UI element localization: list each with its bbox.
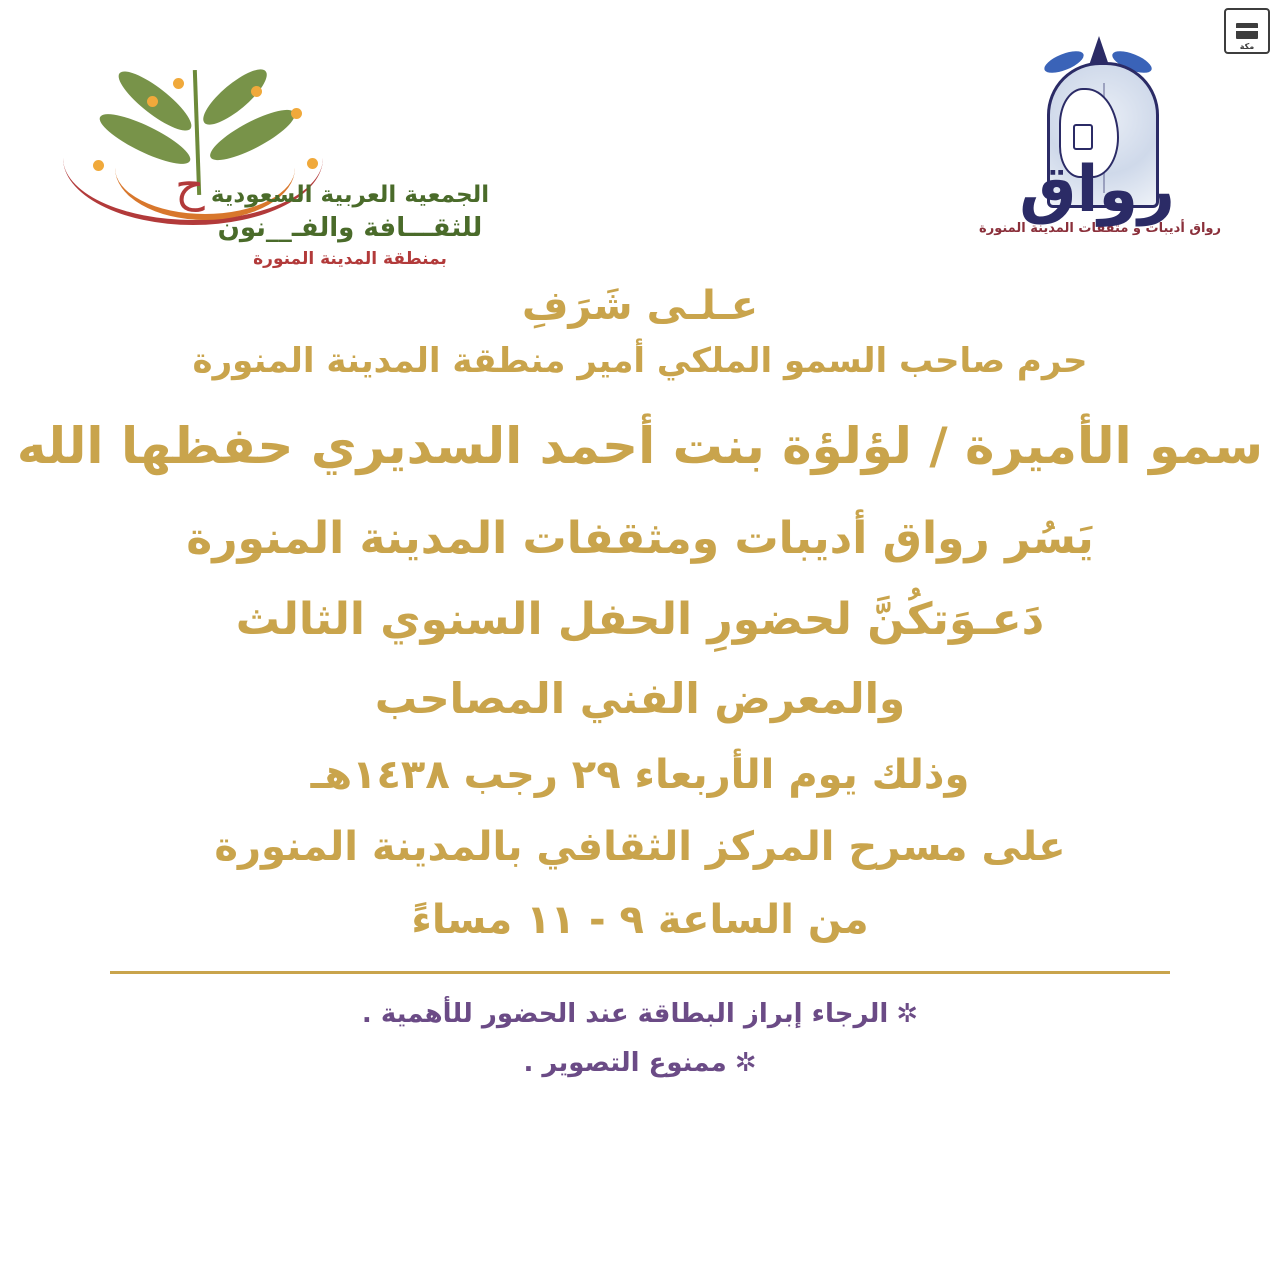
society-name-line-1: الجمعية العربية السعودية	[210, 182, 490, 208]
bullet-icon: ✲	[896, 999, 919, 1030]
society-name-line-3: بمنطقة المدينة المنورة	[253, 249, 447, 270]
guest-of-honor: سمو الأميرة / لؤلؤة بنت أحمد السديري حفظها الله	[16, 417, 1264, 476]
notes-section	[0, 990, 1280, 1089]
bullet-icon: ✲	[734, 1048, 757, 1079]
body-line-2: دَعـوَتكُنَّ لحضورِ الحفل السنوي الثالث	[235, 593, 1045, 645]
divider	[110, 971, 1170, 974]
dot-shape	[251, 86, 262, 97]
rowaq-logo	[950, 40, 1250, 280]
time-line: من الساعة ٩ - ١١ مساءً	[411, 897, 869, 944]
logo-row	[0, 40, 1280, 280]
rowaq-emblem-icon	[1019, 40, 1175, 227]
kaaba-icon	[1236, 23, 1258, 39]
dot-shape	[147, 96, 158, 107]
honor-line-1: عـلـى شَرَفِ	[521, 283, 759, 329]
body-line-3: والمعرض الفني المصاحب	[374, 674, 906, 723]
calligraphy-glyph: ح	[175, 158, 205, 212]
rowaq-subtitle: رواق أديبات و مثقفات المدينة المنورة	[979, 221, 1221, 236]
date-line: وذلك يوم الأربعاء ٢٩ رجب ١٤٣٨هـ	[310, 751, 970, 798]
badge-label: مكة	[1239, 42, 1255, 51]
society-wordmark	[185, 180, 515, 273]
body-line-1: يَسُر رواق أديبات ومثقفات المدينة المنورة	[186, 513, 1094, 565]
note-text: الرجاء إبراز البطاقة عند الحضور للأهمية .	[361, 999, 889, 1030]
society-name-line-2: للثقـــافة والفـ__نون	[217, 213, 483, 244]
dot-shape	[291, 108, 302, 119]
invitation-body	[0, 278, 1280, 1089]
honor-line-2: حرم صاحب السمو الملكي أمير منطقة المدينة المنورة	[192, 340, 1088, 381]
venue-line: على مسرح المركز الثقافي بالمدينة المنورة	[214, 824, 1066, 871]
dot-shape	[173, 78, 184, 89]
rowaq-wordmark: رواق	[1019, 153, 1175, 227]
note-item	[0, 990, 1280, 1039]
note-text: ممنوع التصوير .	[523, 1048, 727, 1079]
saudi-arts-society-logo	[45, 50, 515, 280]
note-item	[0, 1039, 1280, 1088]
